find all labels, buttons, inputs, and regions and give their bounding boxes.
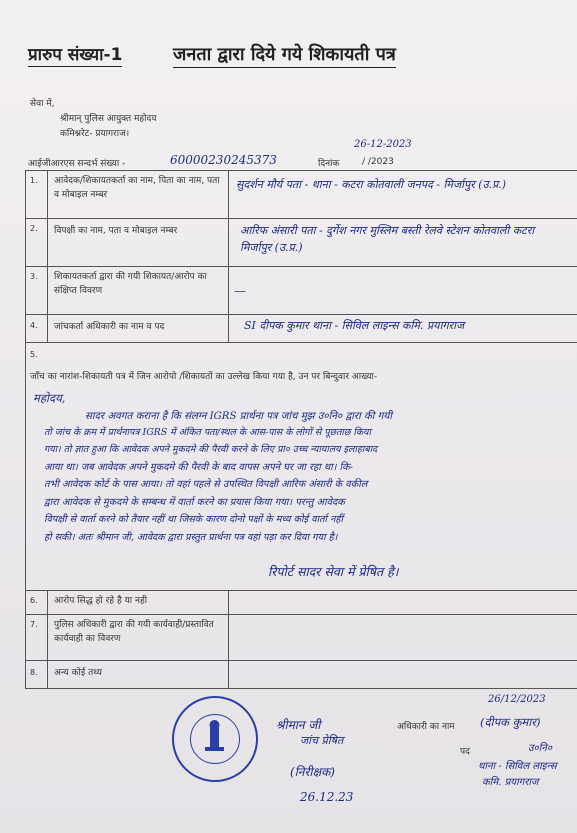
emblem-icon	[190, 714, 240, 764]
body-line-4: आया था। जब आवेदक अपने मुकदमे की पैरवी के बाद वापस अपने घर जा रहा था। कि-	[44, 462, 353, 473]
section-5-heading: जाँच का नारांश-शिकायती पत्र में जिन आरोपो /शिकायतों का उल्लेख किया गया है, उन पर बिन्दुवार आख्या-	[30, 372, 378, 382]
date-printed: / /2023	[362, 157, 394, 167]
handwritten-date: 26-12-2023	[354, 139, 412, 150]
section-5-number: 5.	[30, 350, 38, 359]
officer-city: कमि. प्रयागराज	[482, 777, 539, 788]
row-8-number: 8.	[30, 668, 38, 677]
column-divider	[228, 590, 229, 688]
row-3-number: 3.	[30, 272, 38, 281]
officer-post-label: पद	[460, 747, 470, 757]
row-divider	[25, 342, 577, 343]
closing-line: रिपोर्ट सादर सेवा में प्रेषित है।	[268, 564, 399, 579]
row-divider	[25, 688, 577, 689]
table-border-left	[25, 170, 26, 342]
address-line-1: सेवा में,	[30, 99, 55, 109]
address-line-2: श्रीमान् पुलिस आयुक्त महोदय	[60, 114, 157, 124]
body-line-8: हो सकी। अतः श्रीमान जी, आवेदक द्वारा प्रस्तुत प्रार्थना पत्र वहां पड़ा कर दिया गया है।	[44, 532, 338, 543]
officer-post: उ०नि०	[528, 743, 553, 754]
row-8-label: अन्य कोई तथ्य	[54, 668, 102, 678]
body-line-2: तो जांच के क्रम में प्रार्थनापत्र IGRS में अंकित पता/स्थल के आस-पास के लोगों से पूछताछ किया	[44, 427, 371, 438]
row-divider	[25, 314, 577, 315]
row-divider	[25, 660, 577, 661]
reference-number: 60000230245373	[170, 153, 277, 167]
body-line-3: गया। तो ज्ञात हुआ कि आवेदक अपने मुकदमे की पैरवी करने के लिए प्रा० उच्च न्यायालय इलाहाबाद	[44, 444, 378, 455]
row-4-value: SI दीपक कुमार थाना - सिविल लाइन्स कमि. प्रयागराज	[244, 319, 465, 332]
date-label: दिनांक	[318, 159, 340, 169]
row-4-number: 4.	[30, 321, 38, 330]
row-2-number: 2.	[30, 224, 38, 233]
signature-mid-date: 26.12.23	[300, 790, 354, 804]
column-divider	[47, 590, 48, 688]
row-3-label: शिकायतकर्ता द्वारा की गयी शिकायत/आरोप का संक्षिप्त विवरण	[54, 272, 207, 296]
body-line-1: सादर अवगत कराना है कि संलग्न IGRS प्रार्थना पत्र जांच मुझ उ०नि० द्वारा की गयी	[85, 411, 392, 422]
row-6-number: 6.	[30, 596, 38, 605]
signature-mid-2: जांच प्रेषित	[300, 734, 344, 747]
row-divider	[25, 614, 577, 615]
officer-name-label: अधिकारी का नाम	[397, 722, 455, 732]
form-number: प्रारुप संख्या-1	[28, 42, 122, 67]
row-divider	[25, 590, 577, 591]
body-line-5: तभी आवेदक कोर्ट के पास आया। तो वहां पहले से उपस्थित विपक्षी आरिफ अंसारी के वकील	[44, 479, 368, 490]
row-1-value: सुदर्शन मौर्य पता - थाना - कटरा कोतवाली जनपद - मिर्जापुर (उ.प्र.)	[236, 178, 507, 191]
table-border-top	[25, 170, 577, 171]
row-divider	[25, 266, 577, 267]
row-4-label: जांचकर्ता अधिकारी का नाम व पद	[54, 322, 165, 332]
reference-label: आईजीआरएस सन्दर्भ संख्या -	[28, 159, 126, 169]
row-7-label: पुलिस अधिकारी द्वारा की गयी कार्यवाही/प्रस्तावित कार्यवाही का विवरण	[54, 620, 214, 644]
row-1-label: आवेदक/शिकायतकर्ता का नाम, पिता का नाम, पता व मोबाइल नम्बर	[54, 176, 220, 200]
row-2-label: विपक्षी का नाम, पता व मोबाइल नम्बर	[54, 226, 178, 236]
address-line-3: कमिश्नरेट- प्रयागराज।	[60, 129, 130, 139]
row-7-number: 7.	[30, 620, 38, 629]
officer-name: (दीपक कुमार)	[480, 715, 541, 729]
row-1-number: 1.	[30, 176, 38, 185]
police-station-seal	[172, 696, 258, 782]
row-6-label: आरोप सिद्ध हो रहे है या नही	[54, 596, 148, 606]
row-2-value: आरिफ अंसारी पता - दुर्गेश नगर मुस्लिम बस्ती रेलवे स्टेशन कोतवाली कटरा मिर्जापुर (उ.प्र.)	[240, 224, 535, 254]
table-border-left	[25, 342, 26, 590]
table-border-left	[25, 590, 26, 688]
signature-mid-1: श्रीमान जी	[276, 718, 321, 732]
row-3-value: —	[234, 284, 246, 298]
column-divider	[228, 170, 229, 342]
document-title: जनता द्वारा दिये गये शिकायती पत्र	[173, 42, 396, 68]
salutation: महोदय,	[33, 391, 66, 405]
row-divider	[25, 218, 577, 219]
body-line-6: द्वारा आवेदक से मुकदमे के सम्बन्ध में वार्ता करने का प्रयास किया गया। परन्तु आवेदक	[44, 497, 345, 508]
officer-station: थाना - सिविल लाइन्स	[478, 761, 557, 772]
column-divider	[47, 170, 48, 342]
signature-mid-3: (निरीक्षक)	[290, 765, 335, 779]
officer-signature-date: 26/12/2023	[488, 694, 546, 705]
body-line-7: विपक्षी से वार्ता करने को तैयार नहीं था जिसके कारण दोनो पक्षों के मध्य कोई वार्ता नहीं	[44, 514, 343, 525]
